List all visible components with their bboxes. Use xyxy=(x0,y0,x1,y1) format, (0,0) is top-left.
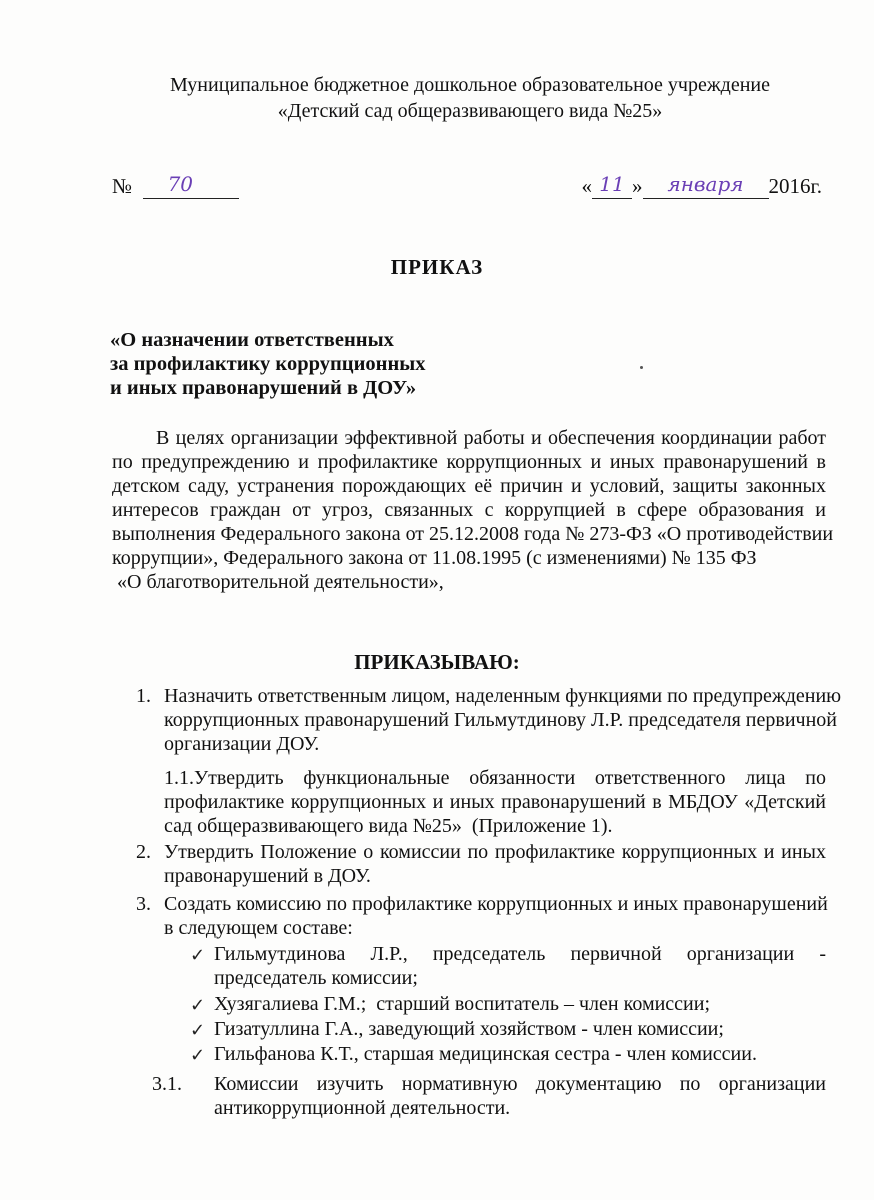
item-line: антикоррупционной деятельности. xyxy=(214,1097,511,1119)
date-year: 2016г. xyxy=(768,174,822,198)
header-line-2: «Детский сад общеразвивающего вида №25» xyxy=(277,100,663,122)
item-1-1 xyxy=(164,766,826,838)
item-number: 2. xyxy=(136,841,151,863)
date-month: января xyxy=(667,172,744,196)
preamble xyxy=(112,426,834,594)
preamble-line: выполнения Федерального закона от 25.12.2008 года № 273-ФЗ «О противодействии xyxy=(112,523,834,545)
item-number: 3. xyxy=(136,893,151,915)
member-2 xyxy=(214,992,826,1016)
preamble-line: коррупции», Федерального закона от 11.08.1995 (с изменениями) № 135 ФЗ xyxy=(112,547,757,569)
order-number-value: 70 xyxy=(167,172,194,196)
member-line: Гильфанова К.Т., старшая медицинская сестра - член комиссии. xyxy=(214,1043,757,1065)
check-icon: ✓ xyxy=(190,1020,206,1041)
order-number xyxy=(112,174,239,199)
member-1 xyxy=(214,942,826,990)
header-line-1: Муниципальное бюджетное дошкольное образовательное учреждение xyxy=(170,74,770,96)
scan-speck xyxy=(640,366,643,369)
subject-line-3: и иных правонарушений в ДОУ» xyxy=(110,377,417,399)
preamble-line: «О благотворительной деятельности», xyxy=(112,571,444,593)
member-4 xyxy=(214,1042,826,1066)
preamble-line: интересов граждан от угроз, связанных с коррупцией в сфере образования и xyxy=(112,499,826,521)
date-day: 11 xyxy=(599,172,625,196)
check-icon: ✓ xyxy=(190,945,206,966)
subject-line-2: за профилактику коррупционных xyxy=(110,353,426,375)
preamble-line: детском саду, устранения порождающих её причин и условий, защиты законных xyxy=(112,475,826,497)
preamble-line: по предупреждению и профилактике коррупционных и иных правонарушений в xyxy=(112,451,826,473)
item-3 xyxy=(164,892,826,940)
order-number-blank xyxy=(143,174,239,199)
item-line: организации ДОУ. xyxy=(164,733,320,755)
member-line: Хузягалиева Г.М.; старший воспитатель – член комиссии; xyxy=(214,993,711,1015)
order-subject xyxy=(110,328,426,400)
item-line: Назначить ответственным лицом, наделенным функциями по предупреждению xyxy=(164,685,842,707)
order-number-label: № xyxy=(112,174,133,198)
item-line: Утвердить Положение о комиссии по профилактике коррупционных и иных xyxy=(164,841,826,863)
member-line: Гизатуллина Г.А., заведующий хозяйством - член комиссии; xyxy=(214,1018,724,1040)
item-3-1 xyxy=(214,1072,826,1120)
item-number: 3.1. xyxy=(152,1073,182,1095)
item-number: 1. xyxy=(136,685,151,707)
item-1 xyxy=(164,684,842,756)
item-line: в следующем составе: xyxy=(164,917,353,939)
item-line: сад общеразвивающего вида №25» (Приложение 1). xyxy=(164,815,613,837)
check-icon: ✓ xyxy=(190,995,206,1016)
member-line: Гильмутдинова Л.Р., председатель первичной организации - xyxy=(214,943,826,965)
subject-line-1: «О назначении ответственных xyxy=(110,329,394,351)
item-line: Создать комиссию по профилактике коррупционных и иных правонарушений xyxy=(164,893,828,915)
item-line: профилактике коррупционных и иных правонарушений в МБДОУ «Детский xyxy=(164,791,826,813)
date-close-quote: » xyxy=(632,174,643,198)
date-day-blank xyxy=(592,174,632,199)
preamble-line: В целях организации эффективной работы и обеспечения координации работ xyxy=(156,427,826,449)
check-icon: ✓ xyxy=(190,1045,206,1066)
document-title: ПРИКАЗ xyxy=(390,255,484,279)
decree-heading: ПРИКАЗЫВАЮ: xyxy=(354,650,520,674)
item-line: 1.1.Утвердить функциональные обязанности ответственного лица по xyxy=(164,767,826,789)
date-open-quote: « xyxy=(581,174,592,198)
member-3 xyxy=(214,1017,826,1041)
member-line: председатель комиссии; xyxy=(214,967,418,989)
date-month-blank xyxy=(643,174,769,199)
order-date xyxy=(582,174,823,199)
institution-header xyxy=(100,72,840,124)
item-line: Комиссии изучить нормативную документацию по организации xyxy=(214,1073,826,1095)
item-2 xyxy=(164,840,826,888)
item-line: правонарушений в ДОУ. xyxy=(164,865,371,887)
item-line: коррупционных правонарушений Гильмутдинову Л.Р. председателя первичной xyxy=(164,709,837,731)
